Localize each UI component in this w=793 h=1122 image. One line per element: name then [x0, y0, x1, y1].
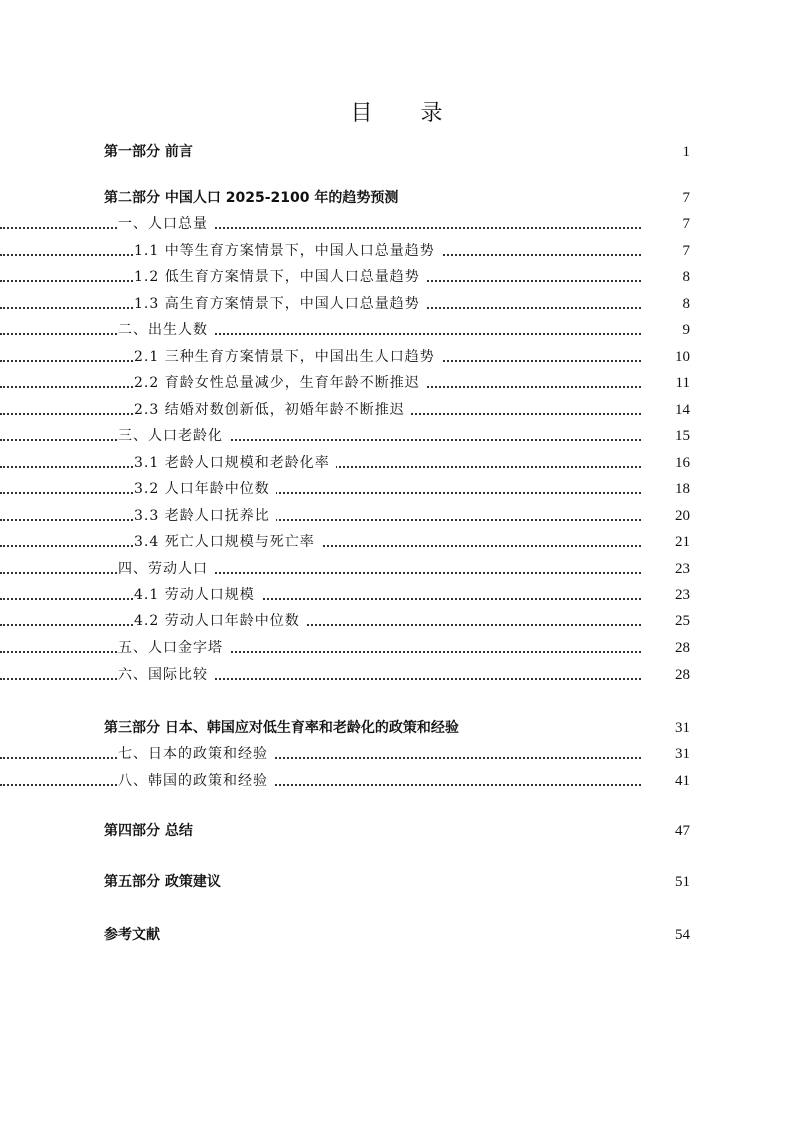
page-title: [0, 96, 793, 127]
page-title-char-2: 录: [420, 101, 443, 126]
toc-entry-subsection-2-2[interactable]: [0, 372, 793, 394]
toc-entry-page: 7: [682, 190, 690, 206]
toc-entry-section-1[interactable]: [0, 213, 793, 235]
toc-entry-page: 31: [675, 746, 690, 762]
toc-entry-label: 第四部分 总结: [104, 820, 199, 842]
toc-entry-page: 10: [675, 349, 690, 365]
toc-entry-page: 28: [675, 640, 690, 656]
toc-entry-subsection-2-3[interactable]: [0, 399, 793, 421]
toc-leader-dots: [0, 227, 641, 229]
toc-entry-page: 47: [675, 823, 690, 839]
toc-entry-label: 2.2 育龄女性总量减少，生育年龄不断推迟: [134, 372, 426, 394]
toc-entry-subsection-3-1[interactable]: [0, 452, 793, 474]
toc-entry-references[interactable]: [0, 924, 793, 946]
toc-entry-page: 21: [675, 534, 690, 550]
toc-entry-section-6[interactable]: [0, 664, 793, 686]
toc-entry-subsection-3-3[interactable]: [0, 505, 793, 527]
toc-entry-section-3[interactable]: [0, 425, 793, 447]
toc-entry-label: 三、人口老龄化: [118, 425, 229, 447]
toc-entry-subsection-4-1[interactable]: [0, 584, 793, 606]
toc-entry-page: 15: [675, 428, 690, 444]
toc-leader-dots: [0, 492, 641, 494]
toc-entry-page: 9: [682, 322, 690, 338]
toc-entry-label: 八、韩国的政策和经验: [118, 770, 274, 792]
toc-entry-page: 7: [682, 216, 690, 232]
toc-entry-subsection-1-3[interactable]: [0, 293, 793, 315]
toc-entry-page: 16: [675, 455, 690, 471]
toc-entry-page: 8: [682, 269, 690, 285]
toc-entry-label: 参考文献: [104, 924, 166, 946]
toc-entry-label: 2.1 三种生育方案情景下，中国出生人口趋势: [134, 346, 441, 368]
toc-entry-page: 41: [675, 773, 690, 789]
toc-entry-label: 3.3 老龄人口抚养比: [134, 505, 276, 527]
toc-entry-section-7[interactable]: [0, 743, 793, 765]
toc-entry-section-8[interactable]: [0, 770, 793, 792]
toc-entry-page: 28: [675, 667, 690, 683]
toc-leader-dots: [0, 651, 641, 653]
toc-entry-page: 54: [675, 927, 690, 943]
toc-entry-subsection-3-2[interactable]: [0, 478, 793, 500]
toc-entry-part-3[interactable]: [0, 717, 793, 739]
toc-entry-label: 4.1 劳动人口规模: [134, 584, 261, 606]
toc-entry-page: 1: [682, 144, 690, 160]
toc-entry-label: 五、人口金字塔: [118, 637, 229, 659]
toc-leader-dots: [0, 572, 641, 574]
toc-entry-label: 第一部分 前言: [104, 141, 199, 163]
toc-entry-part-2[interactable]: [0, 187, 793, 209]
toc-entry-page: 25: [675, 613, 690, 629]
toc-entry-section-2[interactable]: [0, 319, 793, 341]
toc-entry-label: 1.1 中等生育方案情景下，中国人口总量趋势: [134, 240, 441, 262]
toc-entry-page: 7: [682, 243, 690, 259]
toc-entry-label: 第五部分 政策建议: [104, 871, 227, 893]
toc-entry-part-1[interactable]: [0, 141, 793, 163]
toc-entry-page: 51: [675, 874, 690, 890]
toc-entry-label: 一、人口总量: [118, 213, 214, 235]
toc-entry-label: 3.2 人口年龄中位数: [134, 478, 276, 500]
toc-entry-page: 23: [675, 561, 690, 577]
page-title-char-1: 目: [350, 101, 373, 126]
toc-entry-label: 六、国际比较: [118, 664, 214, 686]
toc-entry-label: 二、出生人数: [118, 319, 214, 341]
toc-entry-label: 1.3 高生育方案情景下，中国人口总量趋势: [134, 293, 426, 315]
toc-leader-dots: [0, 519, 641, 521]
toc-entry-subsection-4-2[interactable]: [0, 610, 793, 632]
toc-entry-page: 8: [682, 296, 690, 312]
toc-entry-page: 23: [675, 587, 690, 603]
toc-entry-page: 11: [675, 375, 690, 391]
toc-entry-label: 3.1 老龄人口规模和老龄化率: [134, 452, 336, 474]
toc-entry-subsection-3-4[interactable]: [0, 531, 793, 553]
toc-leader-dots: [0, 757, 641, 759]
toc-entry-subsection-1-1[interactable]: [0, 240, 793, 262]
toc-leader-dots: [0, 439, 641, 441]
toc-entry-label: 4.2 劳动人口年龄中位数: [134, 610, 306, 632]
toc-leader-dots: [0, 598, 641, 600]
toc-entry-label: 四、劳动人口: [118, 558, 214, 580]
toc-entry-label: 1.2 低生育方案情景下，中国人口总量趋势: [134, 266, 426, 288]
toc-entry-label: 第二部分 中国人口 2025-2100 年的趋势预测: [104, 187, 404, 209]
toc-entry-section-5[interactable]: [0, 637, 793, 659]
toc-entry-page: 14: [675, 402, 690, 418]
toc-entry-subsection-1-2[interactable]: [0, 266, 793, 288]
toc-leader-dots: [0, 678, 641, 680]
toc-entry-page: 20: [675, 508, 690, 524]
toc-entry-label: 2.3 结婚对数创新低，初婚年龄不断推迟: [134, 399, 411, 421]
toc-entry-part-5[interactable]: [0, 871, 793, 893]
toc-entry-section-4[interactable]: [0, 558, 793, 580]
toc-entry-label: 3.4 死亡人口规模与死亡率: [134, 531, 321, 553]
toc-entry-page: 18: [675, 481, 690, 497]
toc-leader-dots: [0, 784, 641, 786]
toc-entry-label: 第三部分 日本、韩国应对低生育率和老龄化的政策和经验: [104, 717, 465, 739]
toc-leader-dots: [0, 624, 641, 626]
toc-entry-part-4[interactable]: [0, 820, 793, 842]
toc-entry-page: 31: [675, 720, 690, 736]
toc-entry-label: 七、日本的政策和经验: [118, 743, 274, 765]
toc-leader-dots: [0, 333, 641, 335]
toc-entry-subsection-2-1[interactable]: [0, 346, 793, 368]
